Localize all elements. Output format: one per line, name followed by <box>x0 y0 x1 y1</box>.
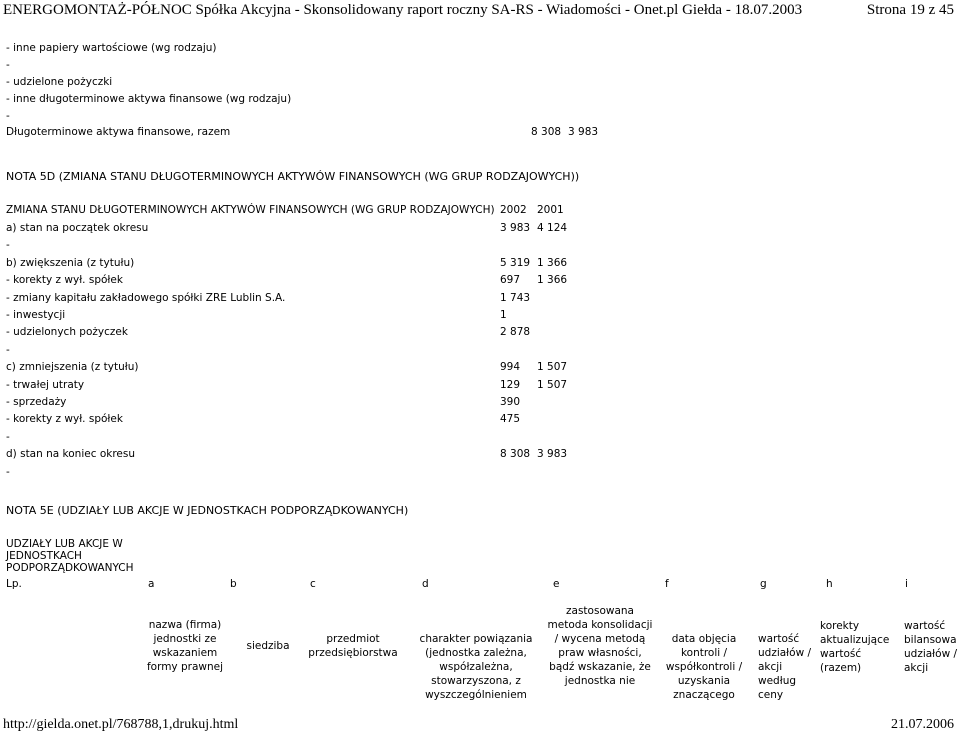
row-value-2002: 8 308 <box>500 448 531 461</box>
row-value-2001: 4 124 <box>537 222 568 234</box>
row-label: - <box>6 465 10 478</box>
total-2002: 8 308 <box>531 126 562 138</box>
row-label: - <box>6 343 10 356</box>
row-value-2001: 1 507 <box>537 361 568 374</box>
col-letter: a <box>148 578 155 590</box>
col-letter: e <box>553 578 560 590</box>
row-label: b) zwiększenia (z tytułu) <box>6 256 135 269</box>
col-letter: h <box>826 578 833 590</box>
col-header: zastosowana metoda konsolidacji / wycena metodą praw własności, bądź wskazanie, że jednostka nie <box>547 605 653 687</box>
table-row <box>6 222 606 234</box>
table-row <box>6 413 606 425</box>
col-header: nazwa (firma) jednostki ze wskazaniem formy prawnej <box>146 619 224 673</box>
text-line: - <box>6 59 10 71</box>
row-value-2001: 3 983 <box>537 448 568 461</box>
col-header: korekty aktualizujące wartość (razem) <box>820 620 890 674</box>
table-row <box>6 448 606 460</box>
year-2002: 2002 <box>500 204 527 216</box>
note-5d-table-header <box>6 204 606 216</box>
col-letter: b <box>230 578 237 590</box>
row-value-2002: 1 <box>500 309 507 321</box>
row-value-2002: 994 <box>500 361 521 374</box>
page-number: Strona 19 z 45 <box>866 2 954 18</box>
row-label: - inwestycji <box>6 309 66 321</box>
table-row <box>6 466 606 478</box>
row-label: c) zmniejszenia (z tytułu) <box>6 361 139 374</box>
table-row <box>6 431 606 443</box>
row-value-2002: 5 319 <box>500 256 531 269</box>
table-row <box>6 292 606 304</box>
row-value-2002: 475 <box>500 413 521 426</box>
footer-url[interactable]: http://gielda.onet.pl/768788,1,drukuj.html <box>3 717 239 732</box>
table-row <box>6 326 606 338</box>
col-header: wartość udziałów / akcji według ceny <box>758 633 812 701</box>
year-2001: 2001 <box>537 204 564 216</box>
table-row <box>6 396 606 408</box>
col-letter: i <box>905 578 908 590</box>
table-row <box>6 361 606 373</box>
col-letter: d <box>422 578 429 590</box>
row-value-2002: 129 <box>500 378 521 391</box>
row-label: - <box>6 430 10 443</box>
total-label: Długoterminowe aktywa finansowe, razem <box>6 126 231 138</box>
text-line: - <box>6 110 10 122</box>
row-value-2002: 3 983 <box>500 222 531 234</box>
table-row <box>6 257 606 269</box>
col-letter: f <box>665 578 669 590</box>
note-5e-table-title: UDZIAŁY LUB AKCJE W JEDNOSTKACH PODPORZĄDKOWANYCH <box>6 538 134 574</box>
row-value-2002: 1 743 <box>500 291 531 304</box>
row-value-2002: 390 <box>500 396 521 408</box>
text-line: - inne długoterminowe aktywa finansowe (wg rodzaju) <box>6 93 292 105</box>
note-5e-title: NOTA 5E (UDZIAŁY LUB AKCJE W JEDNOSTKACH PODPORZĄDKOWANYCH) <box>6 504 409 517</box>
row-value-2001: 1 366 <box>537 256 568 269</box>
note-5d-title: NOTA 5D (ZMIANA STANU DŁUGOTERMINOWYCH AKTYWÓW FINANSOWYCH (WG GRUP RODZAJOWYCH)) <box>6 170 580 183</box>
page-header <box>3 2 954 19</box>
row-value-2002: 697 <box>500 274 521 287</box>
row-label: - sprzedaży <box>6 396 67 408</box>
col-header: przedmiot przedsiębiorstwa <box>308 633 398 659</box>
row-label: - <box>6 239 10 252</box>
text-line: - inne papiery wartościowe (wg rodzaju) <box>6 42 217 54</box>
total-row <box>6 126 606 138</box>
header-title: ENERGOMONTAŻ-PÓŁNOC Spółka Akcyjna - Skonsolidowany raport roczny SA-RS - Wiadomości - Onet.pl Giełda - 18.07.2003 <box>3 2 803 18</box>
table-row <box>6 309 606 321</box>
col-letter: c <box>310 578 316 590</box>
row-value-2001: 1 366 <box>537 274 568 287</box>
row-label: a) stan na początek okresu <box>6 222 149 234</box>
col-letter: Lp. <box>6 578 22 590</box>
col-header: charakter powiązania (jednostka zależna, współzależna, stowarzyszona, z wyszczególnieniem <box>419 633 533 701</box>
row-label: - udzielonych pożyczek <box>6 326 128 339</box>
col-header: wartość bilansowa udziałów / akcji <box>904 620 958 674</box>
row-label: - korekty z wył. spółek <box>6 274 123 287</box>
row-value-2002: 2 878 <box>500 326 531 339</box>
row-value-2001: 1 507 <box>537 378 568 391</box>
col-header: data objęcia kontroli / współkontroli / uzyskania znaczącego <box>665 633 743 701</box>
footer-date: 21.07.2006 <box>891 717 954 732</box>
text-line: - udzielone pożyczki <box>6 76 113 88</box>
table-row <box>6 274 606 286</box>
row-label: d) stan na koniec okresu <box>6 448 135 461</box>
table-row <box>6 344 606 356</box>
page-footer <box>3 717 954 733</box>
col-header: siedziba <box>246 640 290 652</box>
row-label: - zmiany kapitału zakładowego spółki ZRE Lublin S.A. <box>6 291 286 304</box>
row-label: - trwałej utraty <box>6 378 85 391</box>
row-label: - korekty z wył. spółek <box>6 413 123 426</box>
table-row <box>6 239 606 251</box>
table-row <box>6 379 606 391</box>
col-letter: g <box>760 578 767 590</box>
total-2001: 3 983 <box>568 126 599 138</box>
table-header-label: ZMIANA STANU DŁUGOTERMINOWYCH AKTYWÓW FINANSOWYCH (WG GRUP RODZAJOWYCH) <box>6 204 495 216</box>
